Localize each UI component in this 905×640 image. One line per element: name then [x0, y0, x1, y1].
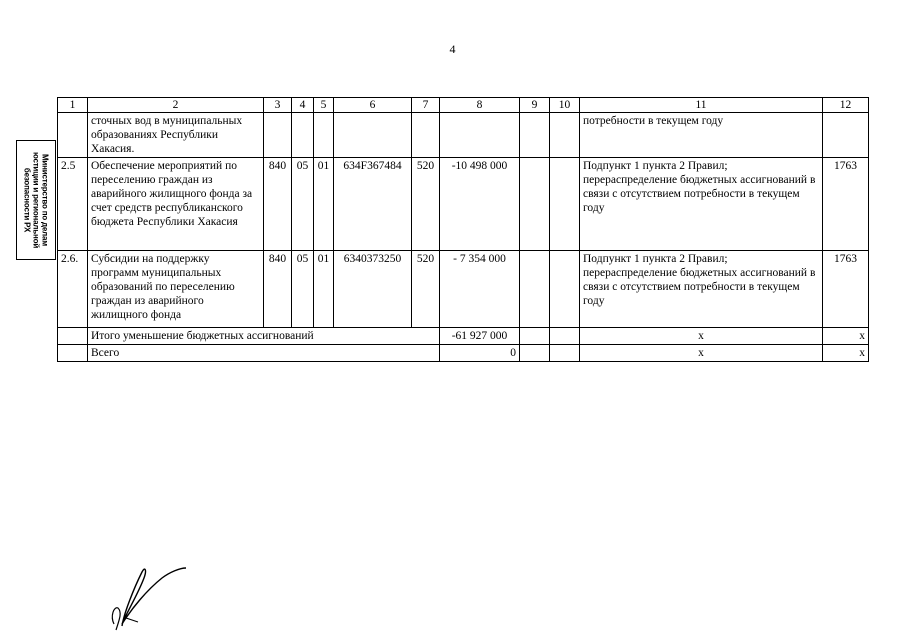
column-header: 10 — [550, 98, 580, 113]
table-cell: 520 — [412, 158, 440, 251]
table-cell — [292, 113, 314, 158]
table-cell: 01 — [314, 158, 334, 251]
column-header: 2 — [88, 98, 264, 113]
table-cell — [520, 113, 550, 158]
table-cell: 1763 — [823, 251, 869, 328]
table-cell — [412, 113, 440, 158]
column-header: 1 — [58, 98, 88, 113]
table-cell — [550, 328, 580, 345]
table-cell — [520, 328, 550, 345]
table-cell: потребности в текущем году — [580, 113, 823, 158]
table-cell — [550, 345, 580, 362]
total-decrease-label: Итого уменьшение бюджетных ассигнований — [88, 328, 440, 345]
table-cell: Обеспечение мероприятий по переселению граждан из аварийного жилищного фонда за счет средств республиканского бюджета Республики Хакасия — [88, 158, 264, 251]
total-decrease-amount: -61 927 000 — [440, 328, 520, 345]
table-cell: 6340373250 — [334, 251, 412, 328]
table-cell: 634F367484 — [334, 158, 412, 251]
column-header: 11 — [580, 98, 823, 113]
table-cell — [264, 113, 292, 158]
page-number: 4 — [449, 42, 456, 56]
table-cell — [334, 113, 412, 158]
registration-stamp — [16, 140, 56, 260]
column-header: 5 — [314, 98, 334, 113]
table-cell — [520, 251, 550, 328]
column-header: 4 — [292, 98, 314, 113]
table-cell: 2.5 — [58, 158, 88, 251]
table-cell — [58, 328, 88, 345]
table-cell: 05 — [292, 158, 314, 251]
table-cell: 2.6. — [58, 251, 88, 328]
column-header: 6 — [334, 98, 412, 113]
table-cell: Подпункт 1 пункта 2 Правил; перераспределение бюджетных ассигнований в связи с отсутствием потребности в текущем году — [580, 158, 823, 251]
table-cell: х — [580, 328, 823, 345]
table-cell: -10 498 000 — [440, 158, 520, 251]
table-cell — [58, 113, 88, 158]
table-cell: х — [823, 328, 869, 345]
table-cell — [550, 158, 580, 251]
column-header: 8 — [440, 98, 520, 113]
table-cell: сточных вод в муниципальных образованиях Республики Хакасия. — [88, 113, 264, 158]
table-cell — [550, 251, 580, 328]
table-cell — [58, 345, 88, 362]
stamp-text: Министерство по делам юстиции и региональной безопасности РХ — [22, 151, 50, 249]
table-cell: 840 — [264, 158, 292, 251]
table-cell: 05 — [292, 251, 314, 328]
table-cell — [440, 113, 520, 158]
column-header: 3 — [264, 98, 292, 113]
table-cell: х — [823, 345, 869, 362]
table-cell: 520 — [412, 251, 440, 328]
signature — [92, 558, 192, 633]
table-cell: х — [580, 345, 823, 362]
table-cell — [550, 113, 580, 158]
grand-total-label: Всего — [88, 345, 440, 362]
table-cell: Подпункт 1 пункта 2 Правил; перераспределение бюджетных ассигнований в связи с отсутствием потребности в текущем году — [580, 251, 823, 328]
grand-total-amount: 0 — [440, 345, 520, 362]
table-row — [58, 158, 869, 251]
column-header: 7 — [412, 98, 440, 113]
table-cell — [520, 158, 550, 251]
header-row — [58, 98, 869, 113]
table-row — [58, 113, 869, 158]
grand-total-row — [58, 345, 869, 362]
table-row — [58, 251, 869, 328]
table-cell: - 7 354 000 — [440, 251, 520, 328]
budget-table — [57, 97, 869, 362]
table-cell: 840 — [264, 251, 292, 328]
table-cell — [314, 113, 334, 158]
total-decrease-row — [58, 328, 869, 345]
column-header: 12 — [823, 98, 869, 113]
table-cell: 1763 — [823, 158, 869, 251]
table-cell: 01 — [314, 251, 334, 328]
table-cell — [823, 113, 869, 158]
column-header: 9 — [520, 98, 550, 113]
table-cell — [520, 345, 550, 362]
table-cell: Субсидии на поддержку программ муниципальных образований по переселению граждан из аварийного жилищного фонда — [88, 251, 264, 328]
